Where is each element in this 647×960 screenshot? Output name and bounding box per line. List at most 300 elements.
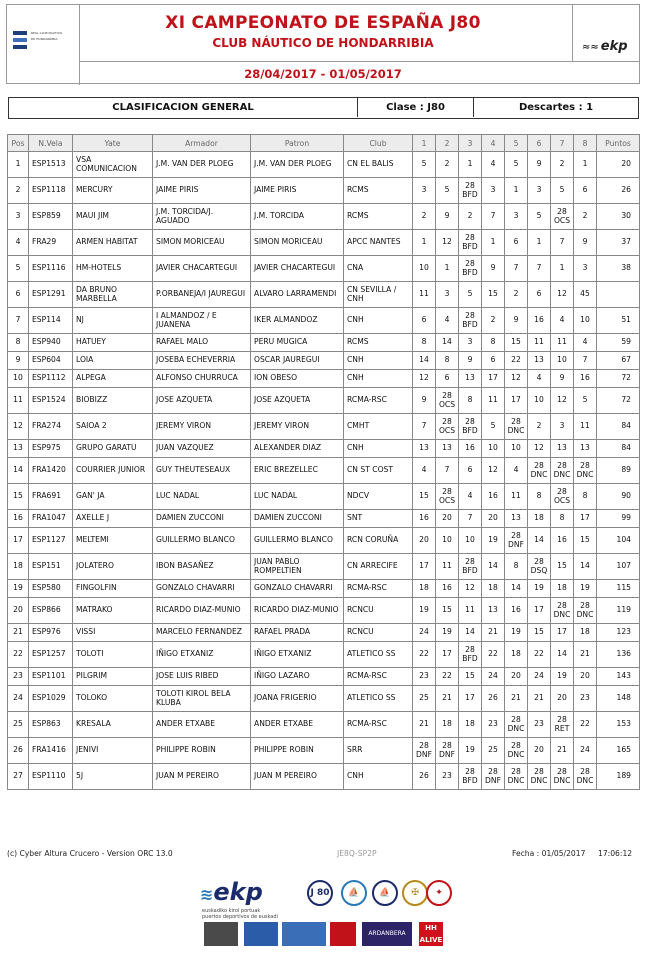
table-cell: ALEXANDER DIAZ	[251, 440, 344, 458]
table-cell: 21	[551, 738, 574, 764]
table-cell: 18	[413, 580, 436, 598]
table-cell: 5	[528, 204, 551, 230]
table-cell: LUC NADAL	[153, 484, 251, 510]
report-date: Fecha : 01/05/2017	[512, 849, 586, 858]
table-cell: 6	[436, 370, 459, 388]
table-cell: 3	[459, 334, 482, 352]
table-cell: 1	[413, 230, 436, 256]
table-cell: FINGOLFIN	[73, 580, 153, 598]
column-header: 1	[413, 135, 436, 152]
table-cell: 24	[8, 686, 29, 712]
table-cell: 7	[528, 256, 551, 282]
table-cell: J.M. VAN DER PLOEG	[251, 152, 344, 178]
table-cell: 7	[8, 308, 29, 334]
table-cell: 19	[459, 738, 482, 764]
table-cell: 28 BFD	[459, 256, 482, 282]
table-cell: JAIME PIRIS	[251, 178, 344, 204]
table-row	[8, 598, 640, 624]
table-cell: 13	[413, 440, 436, 458]
table-cell: GUILLERMO BLANCO	[153, 528, 251, 554]
table-cell: 3	[413, 178, 436, 204]
table-cell: 23	[436, 764, 459, 790]
column-header: Patron	[251, 135, 344, 152]
table-cell: 8	[505, 554, 528, 580]
table-cell: 9	[574, 230, 597, 256]
table-cell: 22	[436, 668, 459, 686]
table-cell: IKER ALMANDOZ	[251, 308, 344, 334]
table-cell: 17	[413, 554, 436, 580]
table-cell: 84	[597, 414, 640, 440]
table-cell: ESP866	[29, 598, 73, 624]
table-cell: 18	[436, 712, 459, 738]
table-row	[8, 764, 640, 790]
table-cell: 9	[551, 370, 574, 388]
table-cell: 4	[574, 334, 597, 352]
table-cell: GUILLERMO BLANCO	[251, 528, 344, 554]
table-cell: ESP1257	[29, 642, 73, 668]
table-cell: 104	[597, 528, 640, 554]
table-cell: 8	[551, 510, 574, 528]
table-cell: 123	[597, 624, 640, 642]
discards-label: Descartes : 1	[518, 102, 594, 113]
table-cell: 28 BFD	[459, 230, 482, 256]
table-cell: DA BRUNO MARBELLA	[73, 282, 153, 308]
table-cell: 16	[505, 598, 528, 624]
table-cell: 28 DNF	[505, 528, 528, 554]
table-cell: 21	[8, 624, 29, 642]
table-cell: 13	[459, 370, 482, 388]
column-header: 8	[574, 135, 597, 152]
table-cell: 28 DNF	[413, 738, 436, 764]
table-cell: GONZALO CHAVARRI	[251, 580, 344, 598]
table-cell: 10	[413, 256, 436, 282]
table-cell: 28 BFD	[459, 642, 482, 668]
table-cell: ERIC BREZELLEC	[251, 458, 344, 484]
table-cell: ESP1513	[29, 152, 73, 178]
table-cell: 17	[8, 528, 29, 554]
table-cell: RAFAEL PRADA	[251, 624, 344, 642]
ekp-sponsor-caption: euskadiko kirol portuak	[202, 908, 261, 914]
table-cell: 22	[505, 352, 528, 370]
table-cell: 6	[528, 282, 551, 308]
event-dates: 28/04/2017 - 01/05/2017	[244, 67, 402, 81]
table-row	[8, 642, 640, 668]
table-cell: LUC NADAL	[251, 484, 344, 510]
table-cell: 7	[551, 230, 574, 256]
column-header: 7	[551, 135, 574, 152]
table-cell: 38	[597, 256, 640, 282]
column-header: 2	[436, 135, 459, 152]
table-cell: 9	[436, 204, 459, 230]
table-cell: GRUPO GARATU	[73, 440, 153, 458]
table-cell: 26	[597, 178, 640, 204]
table-cell: 23	[413, 668, 436, 686]
table-cell: 148	[597, 686, 640, 712]
table-cell: 19	[528, 580, 551, 598]
table-cell: 5	[436, 178, 459, 204]
table-cell: 8	[436, 352, 459, 370]
table-cell: 21	[505, 686, 528, 712]
copyright-text: (c) Cyber Altura Crucero - Version ORC 13.0	[7, 849, 173, 858]
sponsor-box	[244, 922, 278, 946]
table-cell: 19	[413, 598, 436, 624]
table-cell: 5	[8, 256, 29, 282]
table-cell: CN ARRECIFE	[344, 554, 413, 580]
table-cell: ARMEN HABITAT	[73, 230, 153, 256]
table-cell: 23	[574, 686, 597, 712]
table-cell: 10	[551, 352, 574, 370]
table-cell: 11	[8, 388, 29, 414]
table-cell: 59	[597, 334, 640, 352]
table-cell: 4	[551, 308, 574, 334]
table-cell: 14	[551, 642, 574, 668]
table-cell: FRA1047	[29, 510, 73, 528]
table-cell: 15	[505, 334, 528, 352]
header	[6, 4, 640, 84]
table-cell: 25	[413, 686, 436, 712]
table-cell: 6	[505, 230, 528, 256]
table-cell: HM-HOTELS	[73, 256, 153, 282]
table-cell: 20	[574, 668, 597, 686]
table-cell: 1	[459, 152, 482, 178]
table-row	[8, 686, 640, 712]
hh-logo-text: HH	[425, 924, 437, 932]
table-cell: 16	[413, 510, 436, 528]
table-cell: 9	[413, 388, 436, 414]
table-cell: 7	[459, 510, 482, 528]
table-cell: 19	[8, 580, 29, 598]
table-cell: ANDER ETXABE	[153, 712, 251, 738]
table-cell: 10	[436, 528, 459, 554]
table-cell: 2	[505, 282, 528, 308]
table-cell: MERCURY	[73, 178, 153, 204]
table-cell: 51	[597, 308, 640, 334]
table-cell: CN EL BALIS	[344, 152, 413, 178]
table-cell: 10	[482, 440, 505, 458]
table-cell: JAIME PIRIS	[153, 178, 251, 204]
table-cell: 17	[574, 510, 597, 528]
class-label: Clase : J80	[386, 102, 445, 113]
table-cell: ATLETICO SS	[344, 642, 413, 668]
table-cell: 12	[551, 388, 574, 414]
table-cell: TOLOTI	[73, 642, 153, 668]
table-cell: 28 OCS	[436, 388, 459, 414]
table-cell: RICARDO DIAZ-MUNIO	[251, 598, 344, 624]
table-cell: 3	[551, 414, 574, 440]
table-cell: 25	[8, 712, 29, 738]
table-cell: 28 DNC	[551, 598, 574, 624]
table-cell: SRR	[344, 738, 413, 764]
table-cell: 15	[528, 624, 551, 642]
table-cell: 25	[482, 738, 505, 764]
table-cell: 20	[597, 152, 640, 178]
table-row	[8, 230, 640, 256]
table-cell: 1	[482, 230, 505, 256]
j80-class-logo: J 80	[307, 880, 333, 906]
table-cell: CNH	[344, 370, 413, 388]
table-cell: RCMS	[344, 334, 413, 352]
table-cell: 37	[597, 230, 640, 256]
table-cell: 13	[528, 352, 551, 370]
table-row	[8, 370, 640, 388]
ekp-sponsor-text: ekp	[213, 878, 263, 906]
table-cell: 18	[8, 554, 29, 580]
table-cell: PERU MUGICA	[251, 334, 344, 352]
column-header: 5	[505, 135, 528, 152]
table-cell: RCMA-RSC	[344, 712, 413, 738]
column-header: Armador	[153, 135, 251, 152]
table-cell: VSA COMUNICACION	[73, 152, 153, 178]
table-cell: 115	[597, 580, 640, 598]
table-cell: ESP863	[29, 712, 73, 738]
table-cell: TOLOTI KIROL BELA KLUBA	[153, 686, 251, 712]
table-cell: 15	[482, 282, 505, 308]
table-row	[8, 440, 640, 458]
general-label: CLASIFICACION GENERAL	[112, 102, 254, 113]
table-cell: 89	[597, 458, 640, 484]
table-cell: JUAN VAZQUEZ	[153, 440, 251, 458]
table-cell: 5	[505, 152, 528, 178]
table-cell: 28 BFD	[459, 414, 482, 440]
table-cell: 2	[528, 414, 551, 440]
table-cell: 11	[436, 554, 459, 580]
table-cell: 7	[505, 256, 528, 282]
table-cell: 2	[574, 204, 597, 230]
waves-icon: ≋	[200, 885, 214, 904]
table-cell: 21	[413, 712, 436, 738]
table-cell: 27	[8, 764, 29, 790]
header-divider	[79, 61, 639, 62]
column-header: 4	[482, 135, 505, 152]
results-table	[7, 134, 640, 790]
table-row	[8, 388, 640, 414]
report-time: 17:06:12	[598, 849, 633, 858]
table-cell: 21	[528, 686, 551, 712]
table-row	[8, 484, 640, 510]
table-cell: 28 RET	[551, 712, 574, 738]
table-cell: 18	[459, 712, 482, 738]
table-cell: JOLATERO	[73, 554, 153, 580]
table-cell: 4	[482, 152, 505, 178]
table-cell: ESP1110	[29, 764, 73, 790]
table-cell: 28 BFD	[459, 764, 482, 790]
table-cell: 11	[574, 414, 597, 440]
table-cell: ESP1127	[29, 528, 73, 554]
table-cell: 12	[459, 580, 482, 598]
table-cell: 12	[436, 230, 459, 256]
table-cell: FRA29	[29, 230, 73, 256]
table-cell: 13	[551, 440, 574, 458]
table-cell: 28 DSQ	[528, 554, 551, 580]
table-cell: PHILIPPE ROBIN	[251, 738, 344, 764]
table-cell: 24	[528, 668, 551, 686]
table-cell: JOSEBA ECHEVERRIA	[153, 352, 251, 370]
table-cell: 16	[574, 370, 597, 388]
table-cell: 19	[505, 624, 528, 642]
table-cell: 4	[413, 458, 436, 484]
table-row	[8, 414, 640, 440]
table-cell: ESP976	[29, 624, 73, 642]
column-header: Yate	[73, 135, 153, 152]
table-cell: ESP151	[29, 554, 73, 580]
table-cell: 13	[505, 510, 528, 528]
table-cell: 20	[482, 510, 505, 528]
table-cell: 5	[574, 388, 597, 414]
table-cell: 10	[8, 370, 29, 388]
table-cell: 30	[597, 204, 640, 230]
table-cell: JEREMY VIRON	[251, 414, 344, 440]
table-cell: 14	[482, 554, 505, 580]
table-cell: NJ	[73, 308, 153, 334]
table-cell: 153	[597, 712, 640, 738]
table-cell: 22	[413, 642, 436, 668]
table-cell: LOIA	[73, 352, 153, 370]
club-logo-text: REAL CLUB NAUTICO	[31, 31, 63, 35]
table-cell: JEREMY VIRON	[153, 414, 251, 440]
table-cell: 14	[459, 624, 482, 642]
table-cell: MARCELO FERNANDEZ	[153, 624, 251, 642]
table-cell: 17	[505, 388, 528, 414]
table-cell: 18	[528, 510, 551, 528]
table-cell: GONZALO CHAVARRI	[153, 580, 251, 598]
table-cell: 22	[528, 642, 551, 668]
table-cell: ALFONSO CHURRUCA	[153, 370, 251, 388]
table-row	[8, 624, 640, 642]
table-cell: 2	[413, 204, 436, 230]
table-cell: 16	[528, 308, 551, 334]
table-cell: 5	[459, 282, 482, 308]
table-cell: 16	[436, 580, 459, 598]
table-cell: 28 DNF	[482, 764, 505, 790]
table-cell: 18	[551, 580, 574, 598]
table-cell: 4	[8, 230, 29, 256]
table-cell: 14	[436, 334, 459, 352]
table-cell: JAVIER CHACARTEGUI	[153, 256, 251, 282]
table-cell: 14	[574, 554, 597, 580]
table-cell: 12	[413, 370, 436, 388]
table-cell: 99	[597, 510, 640, 528]
table-row	[8, 256, 640, 282]
table-cell: 17	[459, 686, 482, 712]
table-cell: 5J	[73, 764, 153, 790]
table-cell: 23	[528, 712, 551, 738]
table-cell: 9	[8, 352, 29, 370]
table-cell: 1	[528, 230, 551, 256]
table-cell: 9	[505, 308, 528, 334]
sail-logo: ⛵	[372, 880, 398, 906]
table-cell: 24	[413, 624, 436, 642]
table-row	[8, 510, 640, 528]
table-cell: 21	[574, 642, 597, 668]
table-cell: P.ORBANEJA/I JAUREGUI	[153, 282, 251, 308]
table-cell: 17	[482, 370, 505, 388]
table-cell: FRA1416	[29, 738, 73, 764]
table-cell: 15	[413, 484, 436, 510]
table-row	[8, 282, 640, 308]
table-cell: SIMON MORICEAU	[251, 230, 344, 256]
sponsor-box	[282, 922, 326, 946]
table-cell: 6	[413, 308, 436, 334]
table-cell: JOSE LUIS RIBED	[153, 668, 251, 686]
table-cell: 90	[597, 484, 640, 510]
table-cell: 3	[8, 204, 29, 230]
table-cell: 13	[8, 440, 29, 458]
table-cell: JUAN M PEREIRO	[153, 764, 251, 790]
table-cell: 28 DNC	[574, 764, 597, 790]
table-cell: ESP604	[29, 352, 73, 370]
table-body	[8, 152, 640, 790]
table-cell: 10	[528, 388, 551, 414]
table-cell: 20	[551, 686, 574, 712]
table-cell: TOLOKO	[73, 686, 153, 712]
table-cell: 12	[505, 370, 528, 388]
crest-icon: ✦	[426, 880, 452, 906]
table-cell: 4	[436, 308, 459, 334]
table-cell: 3	[574, 256, 597, 282]
table-cell: ESP940	[29, 334, 73, 352]
table-cell: 26	[8, 738, 29, 764]
table-cell: 18	[505, 642, 528, 668]
column-header: 6	[528, 135, 551, 152]
table-cell: 9	[459, 352, 482, 370]
table-cell: 12	[8, 414, 29, 440]
table-cell: RCMS	[344, 204, 413, 230]
table-cell: CNH	[344, 764, 413, 790]
table-cell: OSCAR JAUREGUI	[251, 352, 344, 370]
table-cell: 2	[482, 308, 505, 334]
table-cell: 12	[528, 440, 551, 458]
table-cell: 7	[436, 458, 459, 484]
table-cell: 11	[528, 334, 551, 352]
table-cell: 2	[436, 152, 459, 178]
table-cell: 16	[551, 528, 574, 554]
ekp-sponsor-caption: puertos deportivos de euskadi	[202, 914, 278, 920]
ekp-sponsor-logo	[200, 878, 263, 906]
table-cell: 16	[8, 510, 29, 528]
table-cell: SAIOA 2	[73, 414, 153, 440]
table-cell: ESP1116	[29, 256, 73, 282]
table-cell: FRA274	[29, 414, 73, 440]
table-cell: 26	[482, 686, 505, 712]
table-cell: 107	[597, 554, 640, 580]
table-cell: 23	[8, 668, 29, 686]
table-cell: VISSI	[73, 624, 153, 642]
table-cell: 18	[482, 580, 505, 598]
table-cell: 28 DNC	[505, 712, 528, 738]
table-cell: 15	[436, 598, 459, 624]
table-cell: JOANA FRIGERIO	[251, 686, 344, 712]
table-cell: J.M. TORCIDA	[251, 204, 344, 230]
table-cell: 72	[597, 370, 640, 388]
table-cell: 45	[574, 282, 597, 308]
table-cell: 19	[574, 580, 597, 598]
table-cell: 19	[551, 668, 574, 686]
table-cell: 143	[597, 668, 640, 686]
page-title: XI CAMPEONATO DE ESPAÑA J80	[165, 13, 481, 33]
table-cell: SNT	[344, 510, 413, 528]
table-cell: 67	[597, 352, 640, 370]
table-cell: CNA	[344, 256, 413, 282]
table-row	[8, 738, 640, 764]
table-cell: 22	[482, 642, 505, 668]
table-cell: 28 OCS	[551, 204, 574, 230]
arbanera-logo: ARDANBERA	[362, 922, 412, 946]
table-cell: 5	[551, 178, 574, 204]
table-cell: ALVARO LARRAMENDI	[251, 282, 344, 308]
table-cell: 28 OCS	[436, 414, 459, 440]
table-cell: 28 DNC	[505, 764, 528, 790]
table-row	[8, 204, 640, 230]
